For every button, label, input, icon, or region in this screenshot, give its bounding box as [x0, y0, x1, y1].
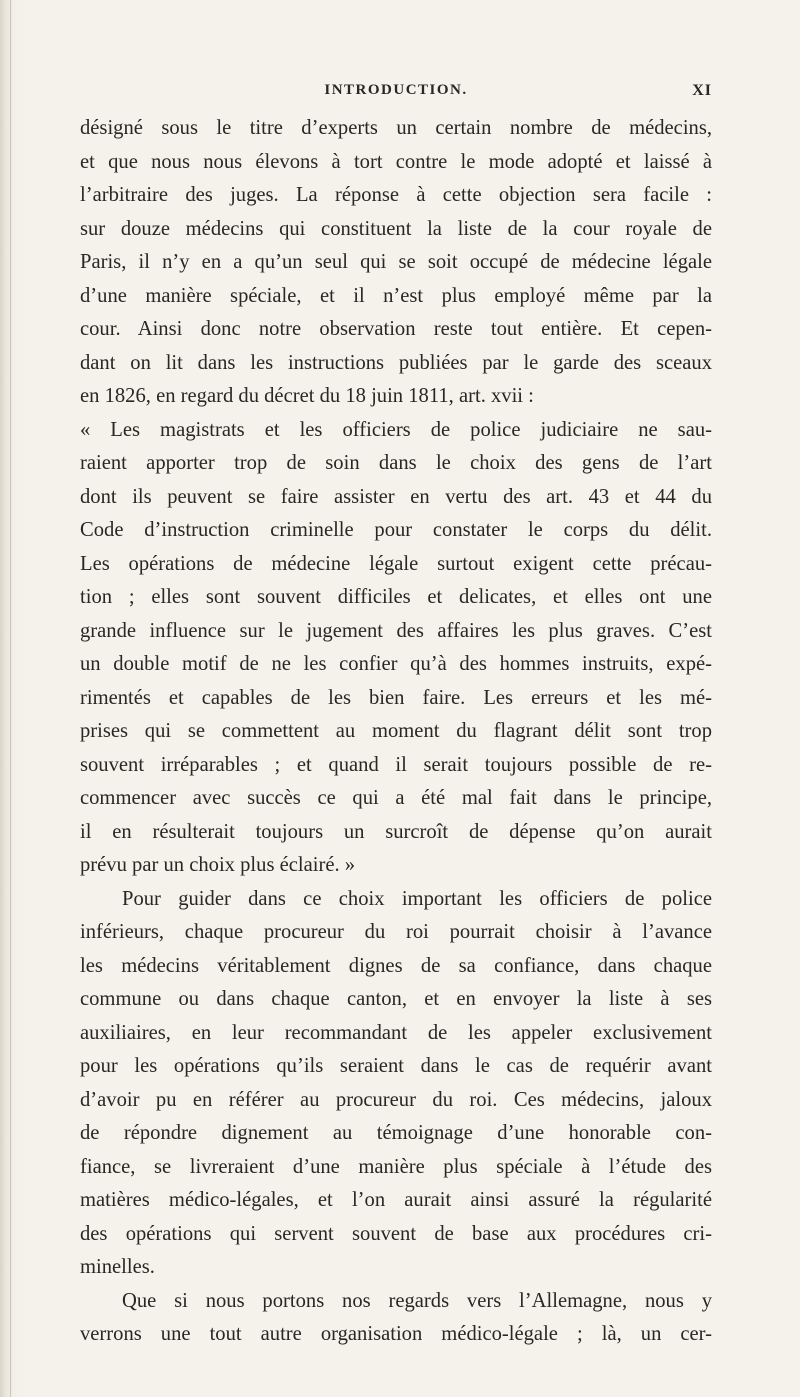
- text-line: rimentés et capables de les bien faire. Les erreurs et les mé-: [80, 686, 712, 709]
- text-line: commune ou dans chaque canton, et en envoyer la liste à ses: [80, 988, 712, 1010]
- paragraph: [80, 112, 712, 883]
- text-line: fiance, se livreraient d’une manière plus spéciale à l’étude des: [80, 1155, 712, 1178]
- page-binding-edge: [10, 0, 11, 1397]
- text-line: souvent irréparables ; et quand il serait toujours possible de re-: [80, 753, 712, 776]
- text-line: de répondre dignement au témoignage d’une honorable con-: [80, 1122, 712, 1144]
- text-line: « Les magistrats et les officiers de police judiciaire ne sau-: [80, 418, 712, 441]
- text-line: inférieurs, chaque procureur du roi pourrait choisir à l’avance: [80, 921, 712, 943]
- text-line: un double motif de ne les confier qu’à des hommes instruits, expé-: [80, 653, 712, 675]
- text-line: Les opérations de médecine légale surtout exigent cette précau-: [80, 552, 712, 575]
- text-line: les médecins véritablement dignes de sa confiance, dans chaque: [80, 954, 712, 977]
- running-head: INTRODUCTION.: [324, 82, 468, 98]
- text-line: minelles.: [80, 1256, 155, 1278]
- text-line: Pour guider dans ce choix important les officiers de police: [122, 887, 712, 910]
- body-text: [80, 112, 712, 1352]
- text-line: et que nous nous élevons à tort contre le mode adopté et laissé à: [80, 150, 712, 173]
- text-line: l’arbitraire des juges. La réponse à cette objection sera facile :: [80, 184, 712, 206]
- text-line: en 1826, en regard du décret du 18 juin 1811, art. xvii :: [80, 385, 534, 407]
- text-line: grande influence sur le jugement des affaires les plus graves. C’est: [80, 619, 712, 642]
- paragraph: [80, 1285, 712, 1352]
- text-line: verrons une tout autre organisation médico-légale ; là, un cer-: [80, 1323, 712, 1345]
- text-line: pour les opérations qu’ils seraient dans le cas de requérir avant: [80, 1055, 712, 1077]
- text-line: des opérations qui servent souvent de base aux procédures cri-: [80, 1222, 712, 1245]
- text-line: Que si nous portons nos regards vers l’Allemagne, nous y: [122, 1289, 712, 1312]
- page-number: XI: [692, 82, 712, 99]
- text-line: cour. Ainsi donc notre observation reste tout entière. Et cepen-: [80, 318, 712, 340]
- page-header: [80, 80, 712, 106]
- text-line: prévu par un choix plus éclairé. »: [80, 854, 356, 876]
- page-gutter-shadow: [0, 0, 30, 1397]
- text-line: désigné sous le titre d’experts un certain nombre de médecins,: [80, 117, 712, 139]
- text-line: auxiliaires, en leur recommandant de les appeler exclusivement: [80, 1021, 712, 1044]
- text-line: dont ils peuvent se faire assister en vertu des art. 43 et 44 du: [80, 485, 712, 508]
- text-line: matières médico-légales, et l’on aurait ainsi assuré la régularité: [80, 1189, 712, 1211]
- text-line: d’une manière spéciale, et il n’est plus employé même par la: [80, 284, 712, 307]
- text-line: dant on lit dans les instructions publiées par le garde des sceaux: [80, 351, 712, 374]
- text-line: Code d’instruction criminelle pour constater le corps du délit.: [80, 519, 712, 541]
- text-line: prises qui se commettent au moment du flagrant délit sont trop: [80, 720, 712, 742]
- text-line: tion ; elles sont souvent difficiles et delicates, et elles ont une: [80, 586, 712, 608]
- text-line: commencer avec succès ce qui a été mal fait dans le principe,: [80, 787, 712, 809]
- paragraph: [80, 883, 712, 1285]
- text-line: d’avoir pu en référer au procureur du roi. Ces médecins, jaloux: [80, 1088, 712, 1111]
- text-line: Paris, il n’y en a qu’un seul qui se soit occupé de médecine légale: [80, 251, 712, 273]
- text-line: sur douze médecins qui constituent la liste de la cour royale de: [80, 217, 712, 240]
- text-line: raient apporter trop de soin dans le choix des gens de l’art: [80, 452, 712, 474]
- text-line: il en résulterait toujours un surcroît de dépense qu’on aurait: [80, 820, 712, 843]
